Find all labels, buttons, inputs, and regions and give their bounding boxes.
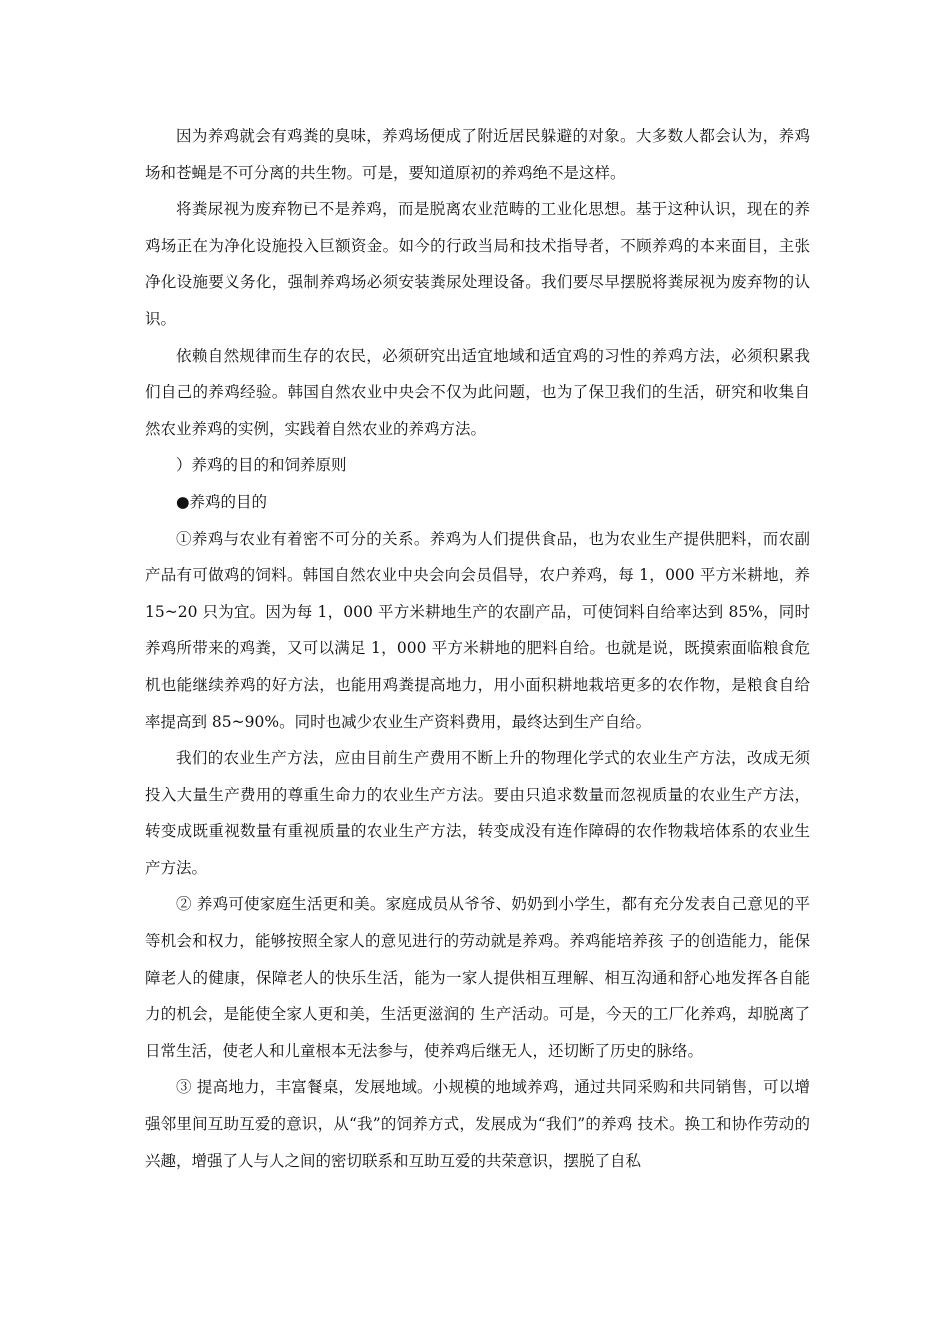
paragraph-point-3: ③ 提高地力，丰富餐桌，发展地域。小规模的地域养鸡，通过共同采购和共同销售，可以增强邻里间互助互爱的意识，从“我”的饲养方式，发展成为“我们”的养鸡 技术。换工和协作劳动的兴趣，增强了人与人之间的密切联系和互助互爱的共荣意识，摆脱了自私 [145,1078,810,1170]
section-heading-purpose-principles: ）养鸡的目的和饲养原则 [176,456,347,475]
subheading-purpose: ●养鸡的目的 [176,492,268,511]
paragraph-production-method: 我们的农业生产方法，应由目前生产费用不断上升的物理化学式的农业生产方法，改成无须投入大量生产费用的尊重生命力的农业生产方法。要由只追求数量而忽视质量的农业生产方法，转变成既重视数量有重视质量的农业生产方法，转变成没有连作障碍的农作物栽培体系的农业生产方法。 [145,749,810,877]
paragraph-point-1: ①养鸡与农业有着密不可分的关系。养鸡为人们提供食品，也为农业生产提供肥料，而农副产品有可做鸡的饲料。韩国自然农业中央会向会员倡导，农户养鸡，每 1，000 平方米耕地，养 15~20 只为宜。因为每 1，000 平方米耕地生产的农副产品，可使饲料自给率达到 85%，同时养鸡所带来的鸡粪，又可以满足 1，000 平方米耕地的肥料自给。也就是说，既摸索面临粮食危机也能继续养鸡的好方法，也能用鸡粪提高地力，用小面积耕地栽培更多的农作物，是粮食自给率提高到 85~90%。同时也减少农业生产资料费用，最终达到生产自给。 [145,529,810,731]
paragraph-manure-odor: 因为养鸡就会有鸡粪的臭味，养鸡场便成了附近居民躲避的对象。大多数人都会认为，养鸡场和苍蝇是不可分离的共生物。可是，要知道原初的养鸡绝不是这样。 [145,127,810,182]
paragraph-farmer-research: 依赖自然规律而生存的农民，必须研究出适宜地域和适宜鸡的习性的养鸡方法，必须积累我们自己的养鸡经验。韩国自然农业中央会不仅为此问题，也为了保卫我们的生活，研究和收集自然农业养鸡的实例，实践着自然农业的养鸡方法。 [145,346,810,438]
body-text [145,118,810,1179]
paragraph-point-2: ② 养鸡可使家庭生活更和美。家庭成员从爷爷、奶奶到小学生，都有充分发表自己意见的平等机会和权力，能够按照全家人的意见进行的劳动就是养鸡。养鸡能培养孩 子的创造能力，能保障老人的健康，保障老人的快乐生活，能为一家人提供相互理解、相互沟通和舒心地发挥各自能力的机会，是能使全家人更和美，生活更滋润的 生产活动。可是，今天的工厂化养鸡，却脱离了日常生活，使老人和儿童根本无法参与，使养鸡后继无人，还切断了历史的脉络。 [145,895,810,1060]
paragraph-manure-waste: 将粪尿视为废弃物已不是养鸡，而是脱离农业范畴的工业化思想。基于这种认识，现在的养鸡场正在为净化设施投入巨额资金。如今的行政当局和技术指导者，不顾养鸡的本来面目，主张净化设施要义务化，强制养鸡场必须安装粪尿处理设备。我们要尽早摆脱将粪尿视为废弃物的认识。 [145,200,810,328]
